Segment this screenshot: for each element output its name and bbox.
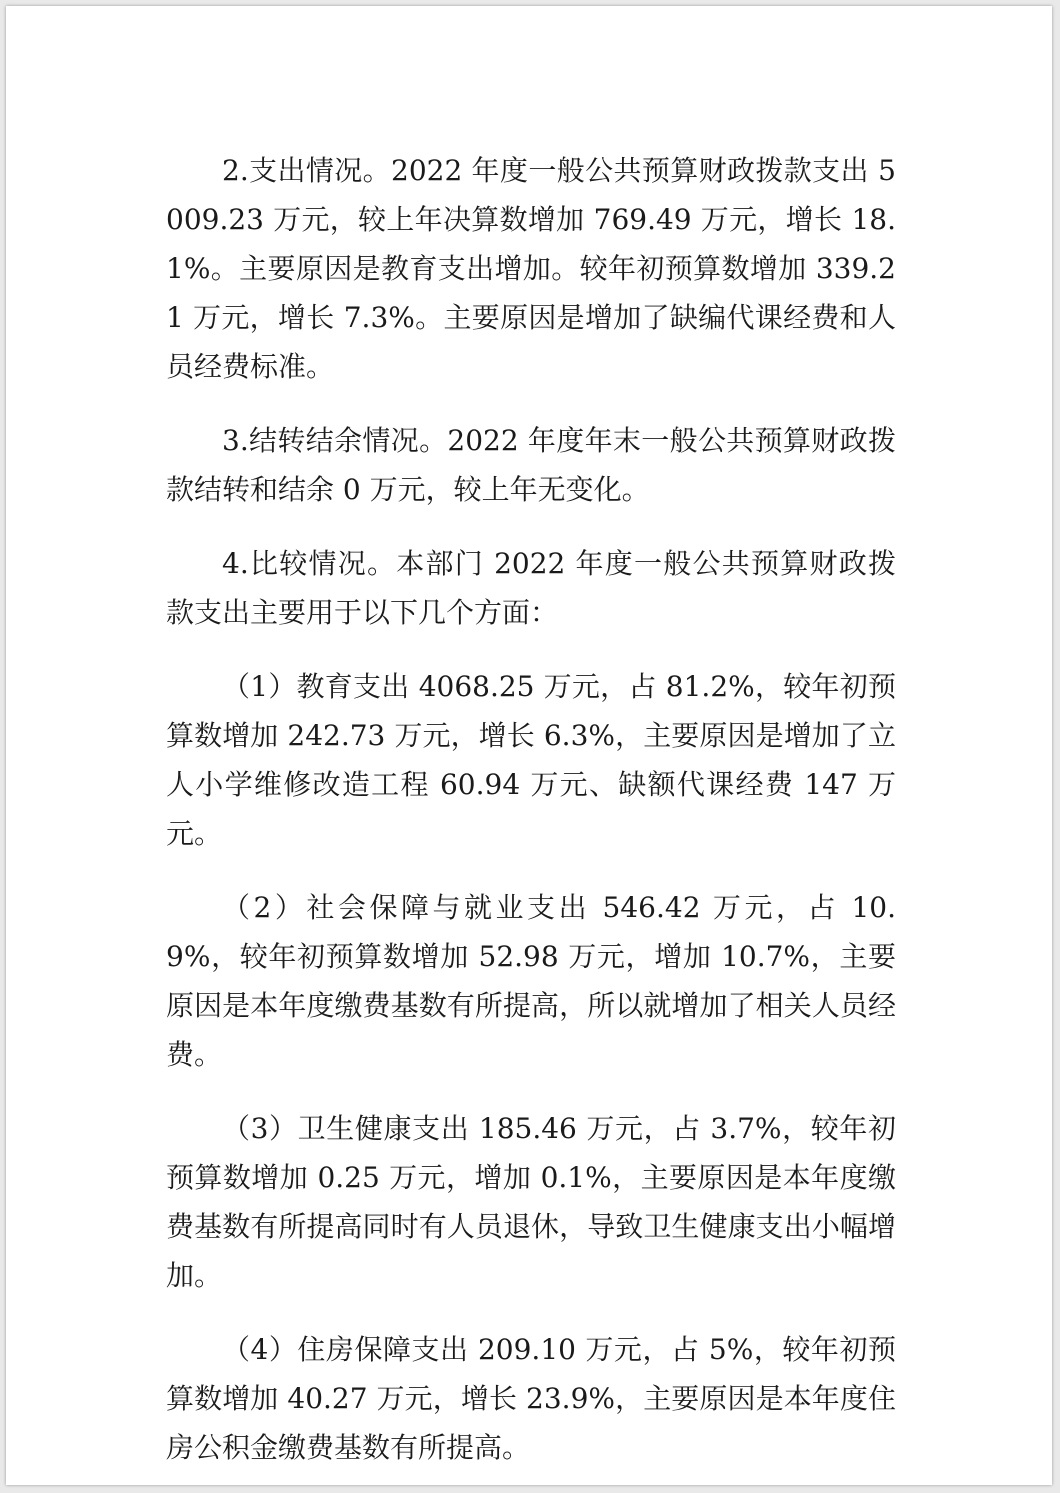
paragraph-housing: （4）住房保障支出 209.10 万元，占 5%，较年初预算数增加 40.27 万元，增长 23.9%，主要原因是本年度住房公积金缴费基数有所提高。 [166, 1333, 896, 1464]
paragraph-expenditure: 2.支出情况。2022 年度一般公共预算财政拨款支出 5009.23 万元，较上年决算数增加 769.49 万元，增长 18.1%。主要原因是教育支出增加。较年初预算数增加 339.21 万元，增长 7.3%。主要原因是增加了缺编代课经费和人员经费标准。 [166, 154, 896, 383]
paragraph-comparison: 4.比较情况。本部门 2022 年度一般公共预算财政拨款支出主要用于以下几个方面： [166, 547, 896, 629]
paragraph-social-security: （2）社会保障与就业支出 546.42 万元，占 10.9%，较年初预算数增加 52.98 万元，增加 10.7%，主要原因是本年度缴费基数有所提高，所以就增加了相关人员经费。 [166, 891, 896, 1071]
paragraph-health: （3）卫生健康支出 185.46 万元，占 3.7%，较年初预算数增加 0.25 万元，增加 0.1%，主要原因是本年度缴费基数有所提高同时有人员退休，导致卫生健康支出小幅增加。 [166, 1112, 896, 1292]
paragraph-education: （1）教育支出 4068.25 万元，占 81.2%，较年初预算数增加 242.73 万元，增长 6.3%，主要原因是增加了立人小学维修改造工程 60.94 万元、缺额代课经费 147 万元。 [166, 670, 896, 850]
paragraph-carryover: 3.结转结余情况。2022 年度年末一般公共预算财政拨款结转和结余 0 万元，较上年无变化。 [166, 424, 896, 506]
document-body [166, 146, 896, 1472]
document-page [6, 6, 1052, 1485]
